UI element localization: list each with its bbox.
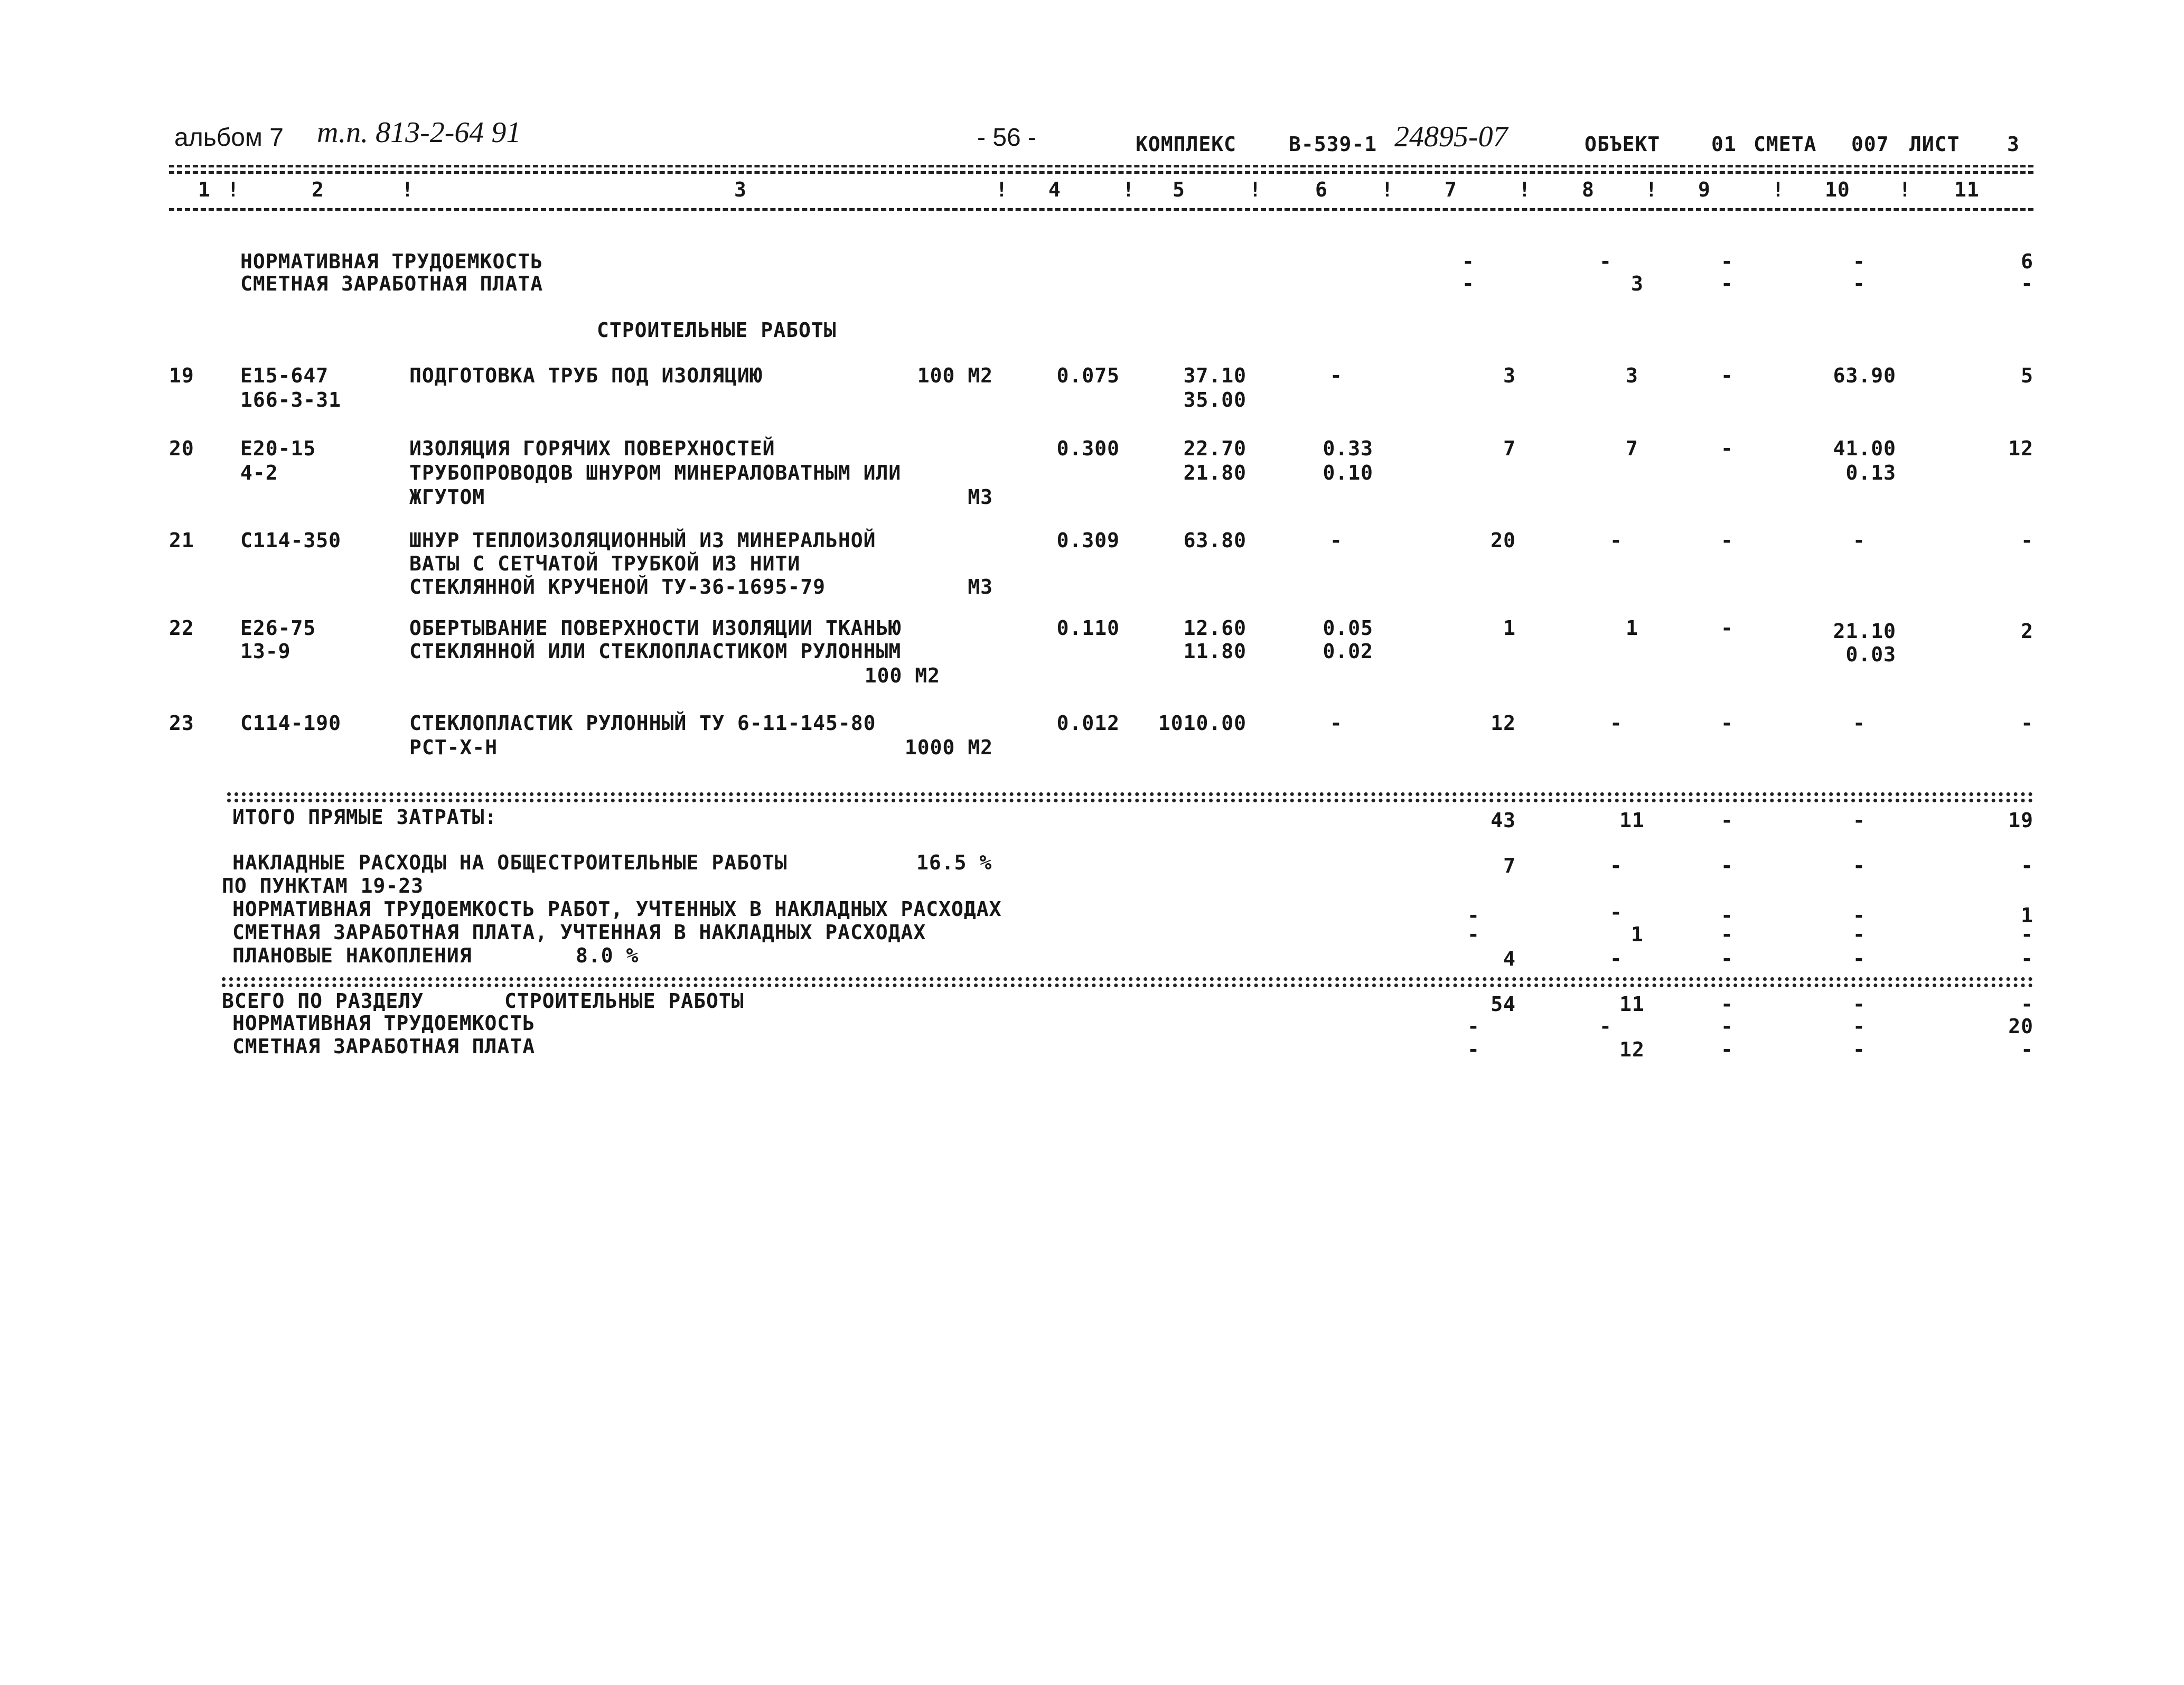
cell-c7: 20 bbox=[1491, 529, 1516, 552]
cell-c8: 3 bbox=[1631, 272, 1644, 295]
cell-quantity: 0.012 bbox=[1056, 712, 1120, 735]
cell-description: ТРУБОПРОВОДОВ ШНУРОМ МИНЕРАЛОВАТНЫМ ИЛИ bbox=[409, 461, 902, 484]
cell-c11: - bbox=[2021, 947, 2033, 970]
cell-unit: 100 М2 bbox=[917, 364, 993, 387]
header-rule-bottom bbox=[169, 208, 2033, 211]
col-num-10: 10 bbox=[1825, 178, 1850, 201]
cell-c11: 19 bbox=[2008, 809, 2033, 832]
cell-c7: 3 bbox=[1503, 364, 1516, 387]
cell-c7: 12 bbox=[1491, 712, 1516, 735]
cell-code: 4-2 bbox=[240, 461, 278, 484]
cell-c10: 0.03 bbox=[1845, 643, 1896, 666]
cell-c9: - bbox=[1721, 616, 1733, 640]
cell-c10: - bbox=[1853, 1015, 1866, 1038]
cell-price: 11.80 bbox=[1183, 640, 1246, 663]
cell-price: 12.60 bbox=[1183, 616, 1246, 640]
object-value: 01 bbox=[1711, 133, 1737, 156]
smeta-value: 007 bbox=[1851, 133, 1889, 156]
cell-c9: - bbox=[1721, 272, 1733, 295]
cell-description: ОБЕРТЫВАНИЕ ПОВЕРХНОСТИ ИЗОЛЯЦИИ ТКАНЬЮ bbox=[409, 616, 902, 640]
cell-c7: - bbox=[1462, 272, 1475, 295]
cell-c7: 54 bbox=[1491, 993, 1516, 1016]
cell-description: СТЕКЛОПЛАСТИК РУЛОННЫЙ ТУ 6-11-145-80 bbox=[409, 712, 876, 735]
col-separator: ! bbox=[996, 178, 1008, 201]
cell-c8: - bbox=[1599, 250, 1612, 273]
complex-code: В-539-1 bbox=[1289, 133, 1377, 156]
sheet-label: ЛИСТ bbox=[1909, 133, 1960, 156]
cell-c7: - bbox=[1467, 923, 1480, 946]
cell-c7: 7 bbox=[1503, 437, 1516, 460]
cell-c10: - bbox=[1853, 947, 1866, 970]
cell-description: ИЗОЛЯЦИЯ ГОРЯЧИХ ПОВЕРХНОСТЕЙ bbox=[409, 437, 775, 460]
cell-c9: - bbox=[1721, 904, 1733, 927]
cell-price: 35.00 bbox=[1183, 388, 1246, 411]
section-name: СТРОИТЕЛЬНЫЕ РАБОТЫ bbox=[504, 989, 744, 1013]
cell-c6: - bbox=[1330, 712, 1343, 735]
col-num-3: 3 bbox=[734, 178, 747, 201]
sheet-value: 3 bbox=[2007, 133, 2020, 156]
album-code: т.п. 813-2-64 91 bbox=[317, 116, 521, 149]
cell-c6: 0.02 bbox=[1323, 640, 1373, 663]
cell-c11: 2 bbox=[2021, 620, 2033, 643]
cell-c8: 11 bbox=[1619, 809, 1645, 832]
cell-description: СТЕКЛЯННОЙ ИЛИ СТЕКЛОПЛАСТИКОМ РУЛОННЫМ bbox=[409, 640, 902, 663]
row-number: 23 bbox=[169, 712, 194, 735]
planned-rate: 8.0 % bbox=[576, 944, 639, 967]
cell-c10: - bbox=[1853, 923, 1866, 946]
cell-c9: - bbox=[1721, 923, 1733, 946]
row-number: 22 bbox=[169, 616, 194, 640]
section-title: СТРОИТЕЛЬНЫЕ РАБОТЫ bbox=[597, 319, 837, 342]
cell-c7: - bbox=[1467, 904, 1480, 927]
cell-description: РСТ-Х-Н bbox=[409, 736, 498, 759]
cell-c7: 7 bbox=[1503, 854, 1516, 877]
cell-c9: - bbox=[1721, 712, 1733, 735]
col-num-9: 9 bbox=[1698, 178, 1711, 201]
cell-quantity: 0.075 bbox=[1056, 364, 1120, 387]
cell-c7: - bbox=[1467, 1038, 1480, 1061]
cell-c8: - bbox=[1610, 712, 1623, 735]
col-num-1: 1 bbox=[198, 178, 211, 201]
cell-c9: - bbox=[1721, 809, 1733, 832]
cell-c10: - bbox=[1853, 529, 1866, 552]
col-num-11: 11 bbox=[1954, 178, 1980, 201]
cell-c11: - bbox=[2021, 1038, 2033, 1061]
cell-c11: - bbox=[2021, 712, 2033, 735]
album-label: альбом 7 bbox=[174, 124, 284, 152]
row-label: ВСЕГО ПО РАЗДЕЛУ bbox=[222, 989, 424, 1013]
cell-c10: 21.10 bbox=[1833, 620, 1896, 643]
cell-c6: 0.10 bbox=[1323, 461, 1373, 484]
cell-c8: - bbox=[1610, 529, 1623, 552]
section-total-dotted-rule bbox=[222, 977, 2033, 981]
cell-c8: - bbox=[1599, 1015, 1612, 1038]
cell-c8: 7 bbox=[1626, 437, 1638, 460]
cell-c7: 43 bbox=[1491, 809, 1516, 832]
cell-c10: 0.13 bbox=[1845, 461, 1896, 484]
cell-c11: 12 bbox=[2008, 437, 2033, 460]
cell-quantity: 0.300 bbox=[1056, 437, 1120, 460]
cell-c9: - bbox=[1721, 364, 1733, 387]
row-label-2: ПО ПУНКТАМ 19-23 bbox=[222, 874, 424, 897]
cell-c11: 20 bbox=[2008, 1015, 2033, 1038]
complex-label: КОМПЛЕКС bbox=[1136, 133, 1237, 156]
cell-c8: - bbox=[1610, 854, 1623, 877]
cell-c8: 1 bbox=[1631, 923, 1644, 946]
cell-c6: 0.05 bbox=[1323, 616, 1373, 640]
col-separator: ! bbox=[1645, 178, 1658, 201]
cell-c10: - bbox=[1853, 712, 1866, 735]
cell-c11: - bbox=[2021, 529, 2033, 552]
cell-c6: - bbox=[1330, 364, 1343, 387]
row-label: СМЕТНАЯ ЗАРАБОТНАЯ ПЛАТА bbox=[232, 1035, 536, 1058]
cell-c10: - bbox=[1853, 904, 1866, 927]
cell-c8: 12 bbox=[1619, 1038, 1645, 1061]
col-num-7: 7 bbox=[1445, 178, 1457, 201]
cell-description: СТЕКЛЯННОЙ КРУЧЕНОЙ ТУ-36-1695-79 bbox=[409, 575, 826, 598]
cell-c7: 4 bbox=[1503, 947, 1516, 970]
cell-c7: 1 bbox=[1503, 616, 1516, 640]
cell-c11: - bbox=[2021, 923, 2033, 946]
cell-description: ВАТЫ С СЕТЧАТОЙ ТРУБКОЙ ИЗ НИТИ bbox=[409, 552, 801, 575]
cell-code: 13-9 bbox=[240, 640, 291, 663]
cell-c11: - bbox=[2021, 272, 2033, 295]
cell-description: ЖГУТОМ bbox=[409, 485, 485, 509]
cell-c9: - bbox=[1721, 993, 1733, 1016]
cell-unit: 100 М2 bbox=[864, 664, 940, 687]
cell-c10: 63.90 bbox=[1833, 364, 1896, 387]
cell-c11: 5 bbox=[2021, 364, 2033, 387]
cell-price: 1010.00 bbox=[1158, 712, 1246, 735]
cell-c9: - bbox=[1721, 1038, 1733, 1061]
row-label: НОРМАТИВНАЯ ТРУДОЕМКОСТЬ bbox=[240, 250, 543, 273]
object-label: ОБЪЕКТ bbox=[1585, 133, 1661, 156]
row-label: НАКЛАДНЫЕ РАСХОДЫ НА ОБЩЕСТРОИТЕЛЬНЫЕ РАБОТЫ bbox=[232, 851, 788, 874]
cell-c11: - bbox=[2021, 854, 2033, 877]
cell-c7: - bbox=[1462, 250, 1475, 273]
cell-code: С114-350 bbox=[240, 529, 342, 552]
cell-c10: - bbox=[1853, 272, 1866, 295]
cell-c8: - bbox=[1610, 901, 1623, 924]
cell-price: 63.80 bbox=[1183, 529, 1246, 552]
col-num-5: 5 bbox=[1173, 178, 1185, 201]
col-num-2: 2 bbox=[312, 178, 324, 201]
col-num-6: 6 bbox=[1315, 178, 1328, 201]
cell-code: С114-190 bbox=[240, 712, 342, 735]
cell-c9: - bbox=[1721, 250, 1733, 273]
row-number: 20 bbox=[169, 437, 194, 460]
cell-unit: М3 bbox=[968, 575, 993, 598]
col-separator: ! bbox=[1772, 178, 1785, 201]
cell-price: 22.70 bbox=[1183, 437, 1246, 460]
col-separator: ! bbox=[401, 178, 414, 201]
row-label: ПЛАНОВЫЕ НАКОПЛЕНИЯ bbox=[232, 944, 472, 967]
cell-c11: - bbox=[2021, 993, 2033, 1016]
cell-unit: 1000 М2 bbox=[904, 736, 993, 759]
row-number: 21 bbox=[169, 529, 194, 552]
row-label: НОРМАТИВНАЯ ТРУДОЕМКОСТЬ bbox=[232, 1012, 536, 1035]
col-num-8: 8 bbox=[1582, 178, 1595, 201]
cell-code: Е26-75 bbox=[240, 616, 316, 640]
cell-c10: - bbox=[1853, 250, 1866, 273]
cell-c9: - bbox=[1721, 947, 1733, 970]
col-separator: ! bbox=[1519, 178, 1531, 201]
cell-c6: 0.33 bbox=[1323, 437, 1373, 460]
cell-quantity: 0.110 bbox=[1056, 616, 1120, 640]
col-separator: ! bbox=[1122, 178, 1135, 201]
cell-c9: - bbox=[1721, 854, 1733, 877]
cell-c11: 6 bbox=[2021, 250, 2033, 273]
row-label: СМЕТНАЯ ЗАРАБОТНАЯ ПЛАТА bbox=[240, 272, 543, 295]
cell-c9: - bbox=[1721, 1015, 1733, 1038]
cell-unit: М3 bbox=[968, 485, 993, 509]
totals-dotted-rule-2 bbox=[227, 799, 2033, 802]
cell-code: 166-3-31 bbox=[240, 388, 342, 411]
totals-dotted-rule bbox=[227, 792, 2033, 796]
section-total-dotted-rule-2 bbox=[222, 984, 2033, 987]
cell-price: 21.80 bbox=[1183, 461, 1246, 484]
cell-c7: - bbox=[1467, 1015, 1480, 1038]
complex-hand-code: 24895-07 bbox=[1394, 120, 1508, 153]
cell-c10: - bbox=[1853, 854, 1866, 877]
cell-c9: - bbox=[1721, 437, 1733, 460]
page-number: - 56 - bbox=[977, 124, 1037, 152]
smeta-label: СМЕТА bbox=[1754, 133, 1817, 156]
cell-price: 37.10 bbox=[1183, 364, 1246, 387]
cell-c8: 3 bbox=[1626, 364, 1638, 387]
cell-c8: 11 bbox=[1619, 993, 1645, 1016]
row-label: СМЕТНАЯ ЗАРАБОТНАЯ ПЛАТА, УЧТЕННАЯ В НАКЛАДНЫХ РАСХОДАХ bbox=[232, 921, 926, 944]
cell-c6: - bbox=[1330, 529, 1343, 552]
cell-quantity: 0.309 bbox=[1056, 529, 1120, 552]
cell-c8: 1 bbox=[1626, 616, 1638, 640]
col-separator: ! bbox=[1249, 178, 1262, 201]
cell-description: ПОДГОТОВКА ТРУБ ПОД ИЗОЛЯЦИЮ bbox=[409, 364, 763, 387]
cell-description: ШНУР ТЕПЛОИЗОЛЯЦИОННЫЙ ИЗ МИНЕРАЛЬНОЙ bbox=[409, 529, 876, 552]
header-rule-top bbox=[169, 165, 2033, 167]
cell-c10: - bbox=[1853, 993, 1866, 1016]
cell-c8: - bbox=[1610, 947, 1623, 970]
overhead-rate: 16.5 % bbox=[916, 851, 992, 874]
cell-code: Е20-15 bbox=[240, 437, 316, 460]
cell-c10: - bbox=[1853, 1038, 1866, 1061]
cell-c9: - bbox=[1721, 529, 1733, 552]
header-rule-top-2 bbox=[169, 171, 2033, 174]
cell-code: Е15-647 bbox=[240, 364, 329, 387]
col-separator: ! bbox=[227, 178, 240, 201]
cell-c10: 41.00 bbox=[1833, 437, 1896, 460]
col-separator: ! bbox=[1899, 178, 1911, 201]
col-separator: ! bbox=[1381, 178, 1394, 201]
row-label: ИТОГО ПРЯМЫЕ ЗАТРАТЫ: bbox=[232, 806, 498, 829]
col-num-4: 4 bbox=[1048, 178, 1061, 201]
cell-c10: - bbox=[1853, 809, 1866, 832]
row-label: НОРМАТИВНАЯ ТРУДОЕМКОСТЬ РАБОТ, УЧТЕННЫХ В НАКЛАДНЫХ РАСХОДАХ bbox=[232, 897, 1002, 921]
cell-c11: 1 bbox=[2021, 904, 2033, 927]
row-number: 19 bbox=[169, 364, 194, 387]
